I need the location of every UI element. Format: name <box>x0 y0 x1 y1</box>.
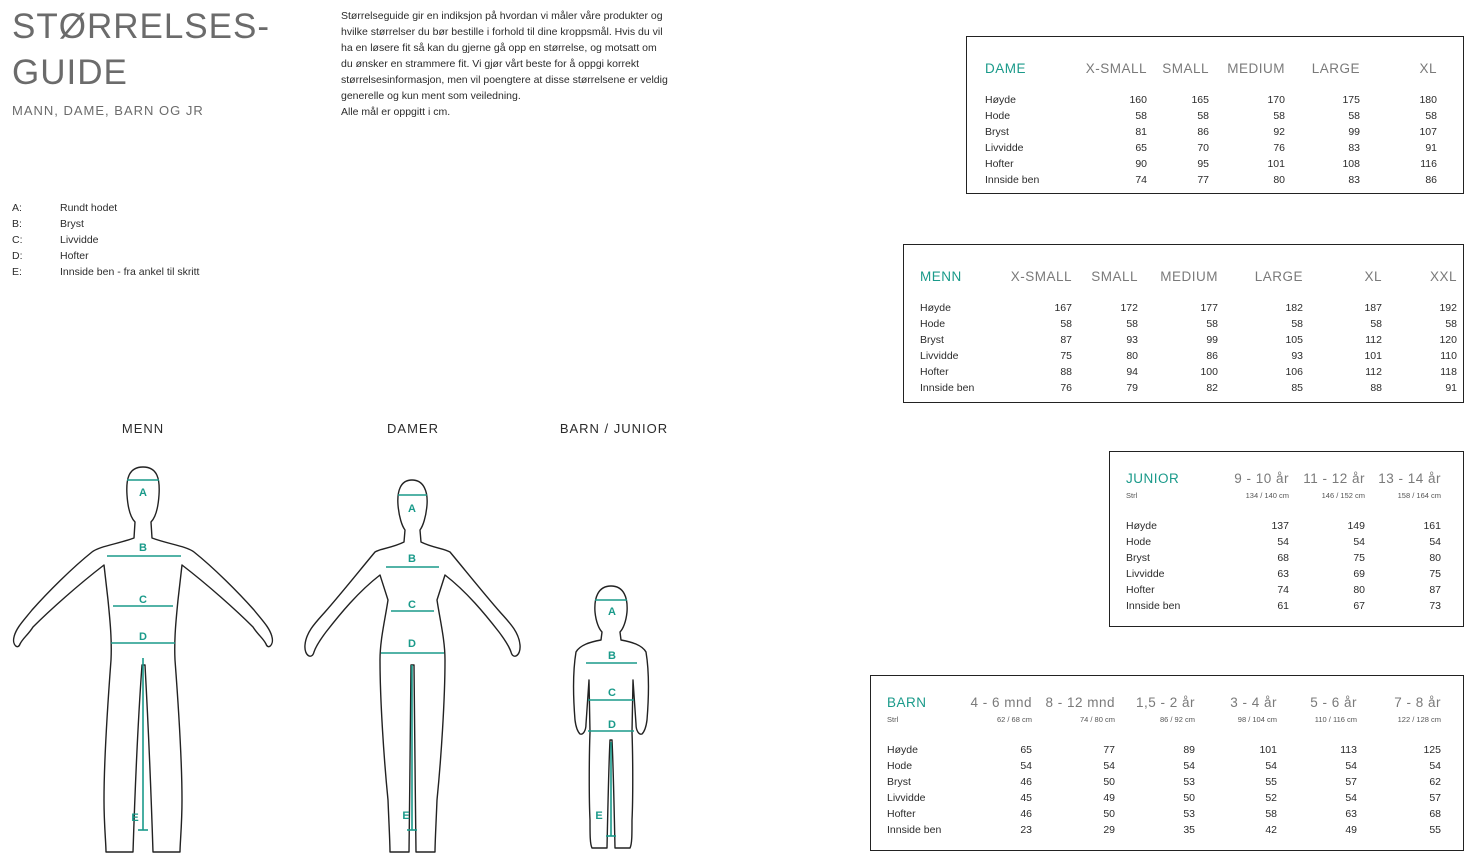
strl-cell: 86 / 92 cm <box>1159 715 1195 724</box>
legend-text: Livvidde <box>60 234 99 246</box>
table-header-row <box>985 55 1437 82</box>
table-row <box>887 806 1441 822</box>
intro-paragraph: Størrelseguide gir en indiksjon på hvordan vi måler våre produkter og hvilke størrelser du bør bestille i forhold til dine kroppsmål. Hvis du vil ha en løsere fit så kan du gjerne gå opp en størrelse, og motsatt om du ønsker en strammere fit. Vi gjør vårt beste for å oppgi korrekt størrelsesinformasjon, men vil poengtere at disse størrelsene er veldig generelle og kun ment som veiledning. <box>341 10 668 102</box>
cell: 105 <box>1285 334 1303 346</box>
cell: 58 <box>1370 318 1382 330</box>
row-label: Høyde <box>920 302 951 314</box>
cell: 46 <box>1020 776 1032 788</box>
table-row <box>985 156 1437 172</box>
cell: 58 <box>1445 318 1457 330</box>
table-row <box>985 172 1437 188</box>
table-row <box>1126 518 1441 534</box>
page-title-line1: STØRRELSES- <box>12 7 270 46</box>
table-header-row <box>1126 467 1441 490</box>
table-header-row <box>887 691 1441 714</box>
row-label: Innside ben <box>920 382 975 394</box>
cell: 54 <box>1277 536 1289 548</box>
cell: 112 <box>1365 366 1382 378</box>
page-title-line2: GUIDE <box>12 53 128 92</box>
cell: 35 <box>1183 824 1195 836</box>
table-row <box>985 124 1437 140</box>
cell: 49 <box>1103 792 1115 804</box>
cell: 86 <box>1206 350 1218 362</box>
cell: 107 <box>1419 126 1437 138</box>
cell: 53 <box>1183 808 1195 820</box>
table-strl-row <box>1126 490 1441 502</box>
cell: 76 <box>1273 142 1285 154</box>
man-marker-a: A <box>139 487 147 499</box>
child-marker-a: A <box>608 606 616 618</box>
cell: 67 <box>1353 600 1365 612</box>
legend-key: A: <box>12 202 22 214</box>
cell: 53 <box>1183 776 1195 788</box>
legend-text: Hofter <box>60 250 89 262</box>
cell: 165 <box>1191 94 1209 106</box>
cell: 75 <box>1060 350 1072 362</box>
cell: 86 <box>1425 174 1437 186</box>
legend-key: B: <box>12 218 22 230</box>
cell: 80 <box>1126 350 1138 362</box>
strl-cell: 158 / 164 cm <box>1397 491 1441 500</box>
cell: 118 <box>1440 366 1457 378</box>
table-strl-row <box>887 714 1441 726</box>
size-header: 1,5 - 2 år <box>1135 695 1195 710</box>
man-marker-d: D <box>139 631 147 643</box>
cell: 87 <box>1060 334 1072 346</box>
cell: 68 <box>1429 808 1441 820</box>
cell: 88 <box>1370 382 1382 394</box>
cell: 89 <box>1183 744 1195 756</box>
table-row <box>920 380 1457 396</box>
cell: 93 <box>1126 334 1138 346</box>
size-table-menn <box>903 244 1464 403</box>
cell: 113 <box>1340 744 1357 756</box>
body-figures-illustration <box>0 0 700 863</box>
woman-marker-a: A <box>408 503 416 515</box>
table-row <box>887 758 1441 774</box>
strl-cell: 146 / 152 cm <box>1321 491 1365 500</box>
cell: 87 <box>1429 584 1441 596</box>
cell: 50 <box>1103 776 1115 788</box>
legend-text: Rundt hodet <box>60 202 118 214</box>
table-row <box>887 822 1441 838</box>
row-label: Hode <box>1126 536 1152 548</box>
cell: 99 <box>1348 126 1360 138</box>
cell: 125 <box>1423 744 1441 756</box>
table-row <box>920 332 1457 348</box>
cell: 50 <box>1103 808 1115 820</box>
table-row <box>887 774 1441 790</box>
cell: 182 <box>1285 302 1303 314</box>
cell: 52 <box>1265 792 1277 804</box>
table-row <box>920 300 1457 316</box>
cell: 76 <box>1060 382 1072 394</box>
table-row <box>985 92 1437 108</box>
row-label: Livvidde <box>920 350 959 362</box>
table-row <box>920 364 1457 380</box>
intro-note: Alle mål er oppgitt i cm. <box>341 106 451 118</box>
cell: 100 <box>1200 366 1218 378</box>
cell: 63 <box>1277 568 1289 580</box>
cell: 91 <box>1425 142 1437 154</box>
page-subtitle: MANN, DAME, BARN OG JR <box>12 103 204 118</box>
row-label: Bryst <box>920 334 944 346</box>
cell: 23 <box>1020 824 1032 836</box>
legend-text: Bryst <box>60 218 84 230</box>
cell: 50 <box>1183 792 1195 804</box>
cell: 49 <box>1345 824 1357 836</box>
cell: 58 <box>1291 318 1303 330</box>
row-label: Høyde <box>985 94 1016 106</box>
cell: 116 <box>1420 158 1437 170</box>
cell: 74 <box>1277 584 1289 596</box>
child-marker-c: C <box>608 687 616 699</box>
cell: 180 <box>1419 94 1437 106</box>
cell: 101 <box>1259 744 1277 756</box>
size-header: XL <box>1419 61 1437 76</box>
cell: 86 <box>1197 126 1209 138</box>
cell: 80 <box>1273 174 1285 186</box>
cell: 93 <box>1291 350 1303 362</box>
row-label: Bryst <box>887 776 911 788</box>
legend-key: C: <box>12 234 23 246</box>
size-header: 7 - 8 år <box>1394 695 1441 710</box>
legend-key: D: <box>12 250 23 262</box>
figure-label-menn: MENN <box>121 421 165 436</box>
category-title: MENN <box>920 269 962 284</box>
woman-marker-e: E <box>402 810 410 822</box>
row-label: Hofter <box>920 366 949 378</box>
size-header: XL <box>1364 269 1382 284</box>
cell: 58 <box>1265 808 1277 820</box>
size-header: SMALL <box>1091 269 1138 284</box>
table-row <box>887 742 1441 758</box>
cell: 137 <box>1271 520 1289 532</box>
size-table-barn <box>870 675 1464 851</box>
cell: 101 <box>1267 158 1285 170</box>
strl-label: Strl <box>1126 491 1138 500</box>
table-row <box>985 140 1437 156</box>
cell: 75 <box>1429 568 1441 580</box>
category-title: BARN <box>887 695 927 710</box>
row-label: Livvidde <box>985 142 1024 154</box>
row-label: Hofter <box>1126 584 1155 596</box>
size-header: LARGE <box>1311 61 1360 76</box>
cell: 99 <box>1206 334 1218 346</box>
size-header: 4 - 6 mnd <box>970 695 1032 710</box>
cell: 57 <box>1429 792 1441 804</box>
cell: 175 <box>1342 94 1360 106</box>
cell: 177 <box>1200 302 1218 314</box>
cell: 83 <box>1348 174 1360 186</box>
cell: 95 <box>1197 158 1209 170</box>
cell: 94 <box>1126 366 1138 378</box>
man-marker-b: B <box>139 542 147 554</box>
cell: 112 <box>1365 334 1382 346</box>
cell: 69 <box>1353 568 1365 580</box>
row-label: Hode <box>887 760 913 772</box>
size-header: X-SMALL <box>1010 269 1072 284</box>
size-header: 13 - 14 år <box>1378 471 1441 486</box>
cell: 79 <box>1126 382 1138 394</box>
cell: 170 <box>1267 94 1285 106</box>
cell: 62 <box>1429 776 1441 788</box>
size-header: 11 - 12 år <box>1303 471 1365 486</box>
row-label: Innside ben <box>985 174 1040 186</box>
row-label: Innside ben <box>887 824 942 836</box>
cell: 45 <box>1020 792 1032 804</box>
table-header-row <box>920 263 1457 290</box>
cell: 101 <box>1364 350 1382 362</box>
size-header: 3 - 4 år <box>1230 695 1277 710</box>
woman-marker-d: D <box>408 638 416 650</box>
cell: 58 <box>1060 318 1072 330</box>
child-marker-d: D <box>608 719 616 731</box>
cell: 149 <box>1347 520 1365 532</box>
cell: 108 <box>1342 158 1360 170</box>
size-table-junior <box>1109 451 1464 627</box>
cell: 63 <box>1345 808 1357 820</box>
cell: 120 <box>1439 334 1457 346</box>
cell: 54 <box>1345 792 1357 804</box>
cell: 54 <box>1183 760 1195 772</box>
size-header: 5 - 6 år <box>1310 695 1357 710</box>
cell: 46 <box>1020 808 1032 820</box>
cell: 91 <box>1445 382 1457 394</box>
cell: 58 <box>1348 110 1360 122</box>
child-marker-b: B <box>608 650 616 662</box>
cell: 77 <box>1197 174 1209 186</box>
woman-marker-c: C <box>408 599 416 611</box>
cell: 58 <box>1135 110 1147 122</box>
row-label: Innside ben <box>1126 600 1181 612</box>
cell: 61 <box>1277 600 1289 612</box>
cell: 167 <box>1054 302 1072 314</box>
cell: 82 <box>1206 382 1218 394</box>
cell: 80 <box>1429 552 1441 564</box>
cell: 54 <box>1353 536 1365 548</box>
cell: 161 <box>1423 520 1441 532</box>
cell: 88 <box>1060 366 1072 378</box>
man-marker-c: C <box>139 594 147 606</box>
strl-cell: 134 / 140 cm <box>1245 491 1289 500</box>
table-row <box>920 348 1457 364</box>
table-row <box>1126 582 1441 598</box>
figure-label-barn-junior: BARN / JUNIOR <box>559 421 669 436</box>
size-header: SMALL <box>1162 61 1209 76</box>
cell: 187 <box>1364 302 1382 314</box>
cell: 65 <box>1020 744 1032 756</box>
cell: 29 <box>1103 824 1115 836</box>
cell: 172 <box>1120 302 1138 314</box>
table-row <box>1126 598 1441 614</box>
row-label: Hode <box>985 110 1011 122</box>
strl-cell: 98 / 104 cm <box>1237 715 1277 724</box>
row-label: Livvidde <box>887 792 926 804</box>
size-header: MEDIUM <box>1227 61 1285 76</box>
row-label: Hofter <box>887 808 916 820</box>
man-marker-e: E <box>131 812 139 824</box>
size-header: MEDIUM <box>1160 269 1218 284</box>
cell: 54 <box>1103 760 1115 772</box>
cell: 106 <box>1285 366 1303 378</box>
cell: 58 <box>1197 110 1209 122</box>
cell: 92 <box>1273 126 1285 138</box>
table-row <box>1126 534 1441 550</box>
table-row <box>920 316 1457 332</box>
size-header: 8 - 12 mnd <box>1045 695 1115 710</box>
table-row <box>1126 550 1441 566</box>
cell: 160 <box>1129 94 1147 106</box>
cell: 80 <box>1353 584 1365 596</box>
cell: 83 <box>1348 142 1360 154</box>
strl-cell: 74 / 80 cm <box>1079 715 1115 724</box>
size-header: XXL <box>1429 269 1457 284</box>
table-row <box>1126 566 1441 582</box>
cell: 73 <box>1429 600 1441 612</box>
figure-label-damer: DAMER <box>387 421 439 436</box>
cell: 70 <box>1197 142 1209 154</box>
row-label: Bryst <box>985 126 1009 138</box>
cell: 54 <box>1020 760 1032 772</box>
row-label: Høyde <box>1126 520 1157 532</box>
cell: 58 <box>1273 110 1285 122</box>
cell: 58 <box>1126 318 1138 330</box>
woman-marker-b: B <box>408 553 416 565</box>
child-marker-e: E <box>595 810 603 822</box>
cell: 81 <box>1135 126 1147 138</box>
table-row <box>985 108 1437 124</box>
row-label: Høyde <box>887 744 918 756</box>
cell: 55 <box>1265 776 1277 788</box>
category-title: JUNIOR <box>1126 471 1180 486</box>
cell: 42 <box>1265 824 1277 836</box>
cell: 90 <box>1135 158 1147 170</box>
cell: 75 <box>1353 552 1365 564</box>
strl-label: Strl <box>887 715 899 724</box>
table-row <box>887 790 1441 806</box>
cell: 57 <box>1345 776 1357 788</box>
cell: 54 <box>1345 760 1357 772</box>
row-label: Livvidde <box>1126 568 1165 580</box>
row-label: Hode <box>920 318 946 330</box>
cell: 58 <box>1206 318 1218 330</box>
cell: 54 <box>1429 760 1441 772</box>
legend-text: Innside ben - fra ankel til skritt <box>60 266 200 278</box>
cell: 65 <box>1135 142 1147 154</box>
row-label: Bryst <box>1126 552 1150 564</box>
cell: 74 <box>1135 174 1147 186</box>
cell: 55 <box>1429 824 1441 836</box>
size-header: X-SMALL <box>1085 61 1147 76</box>
cell: 77 <box>1103 744 1115 756</box>
category-title: DAME <box>985 61 1027 76</box>
size-header: 9 - 10 år <box>1234 471 1289 486</box>
row-label: Hofter <box>985 158 1014 170</box>
strl-cell: 122 / 128 cm <box>1397 715 1441 724</box>
strl-cell: 110 / 116 cm <box>1314 715 1357 724</box>
size-table-dame <box>966 36 1464 194</box>
cell: 110 <box>1440 350 1457 362</box>
cell: 85 <box>1291 382 1303 394</box>
cell: 54 <box>1429 536 1441 548</box>
size-header: LARGE <box>1254 269 1303 284</box>
cell: 68 <box>1277 552 1289 564</box>
cell: 58 <box>1425 110 1437 122</box>
strl-cell: 62 / 68 cm <box>996 715 1032 724</box>
cell: 192 <box>1439 302 1457 314</box>
cell: 54 <box>1265 760 1277 772</box>
legend-key: E: <box>12 266 22 278</box>
